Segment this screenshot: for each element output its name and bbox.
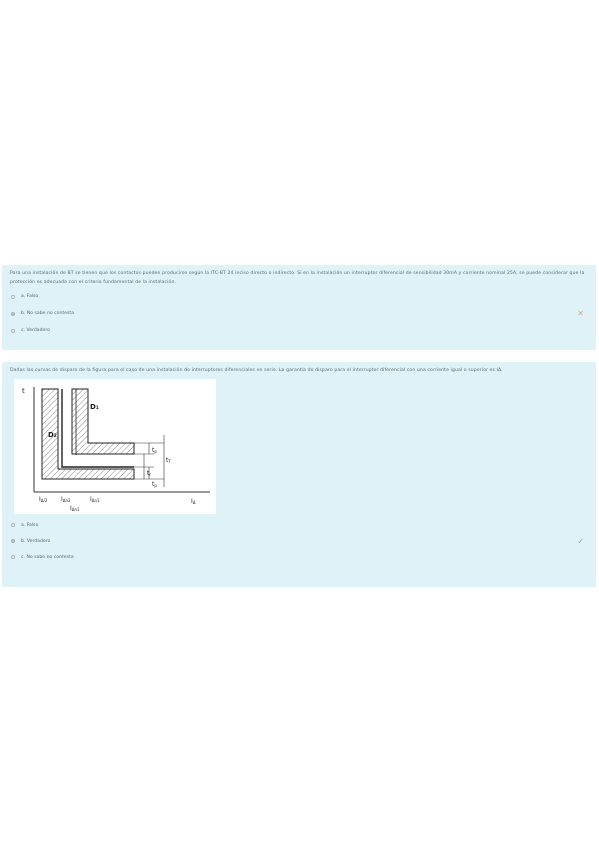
answer-option-c[interactable] [10,549,588,565]
answer-label: b. No sabe no contesta [21,311,75,316]
answer-option-b[interactable] [10,305,588,322]
radio-button[interactable] [11,329,15,333]
radio-button-selected[interactable] [11,539,15,543]
correct-mark-icon: ✓ [577,537,584,546]
label-d2: D₂ [48,431,57,439]
answer-label: c. Verdadero [21,328,50,333]
radio-button-selected[interactable] [11,312,15,316]
trip-curve-figure [14,379,216,514]
radio-button[interactable] [11,523,15,527]
label-tp-upper: tp [152,447,157,454]
question-card-1 [2,265,596,350]
y-axis-label: t [22,387,25,395]
label-tr: tr [147,470,152,477]
tick-label-n1: IΔn1 [90,496,100,503]
answer-label: a. Falso [21,522,39,528]
question-text: Para una instalación de BT se tienen que los contactos pueden producirse según la ITC-BT 24 inciso directo o indirecto. Si en la instalación un interruptor diferencial de sensibilidad 30mA y corriente nominal 25A, se puede considerar que la protección es adecuada con el criterio fundamental de la instalación. [10,271,585,285]
trip-curve-diagram [14,379,216,514]
curve-d1-band [72,389,134,454]
answer-list [10,517,588,565]
label-tp-lower: tp [152,481,157,488]
question-text: Dadas las curvas de disparo de la figura para el caso de una instalación de interruptores diferenciales en serie. La garantía de disparo para el interruptor diferencial con una corriente igual o superior es IΔ. [10,368,503,373]
tick-label-n2: IΔn2 [61,496,71,503]
answer-option-a[interactable] [10,288,588,305]
incorrect-mark-icon: ✕ [577,309,584,318]
answer-label: a. Falso [21,294,39,299]
tick-label-n1-lower: IΔn1 [70,505,80,512]
answer-option-a[interactable] [10,517,588,533]
label-tt: tT [166,457,171,464]
radio-button[interactable] [11,555,15,559]
answer-label: c. No sabe no contesta [21,554,74,560]
tick-label-half: IΔ/2 [39,496,48,503]
radio-button[interactable] [11,295,15,299]
question-card-2 [2,362,596,587]
answer-option-b[interactable] [10,533,588,549]
label-d1: D₁ [90,403,99,411]
answer-list [10,288,588,339]
tick-label-delta: IΔ [191,498,196,505]
answer-option-c[interactable] [10,322,588,339]
answer-label: b. Verdadero [21,538,51,544]
